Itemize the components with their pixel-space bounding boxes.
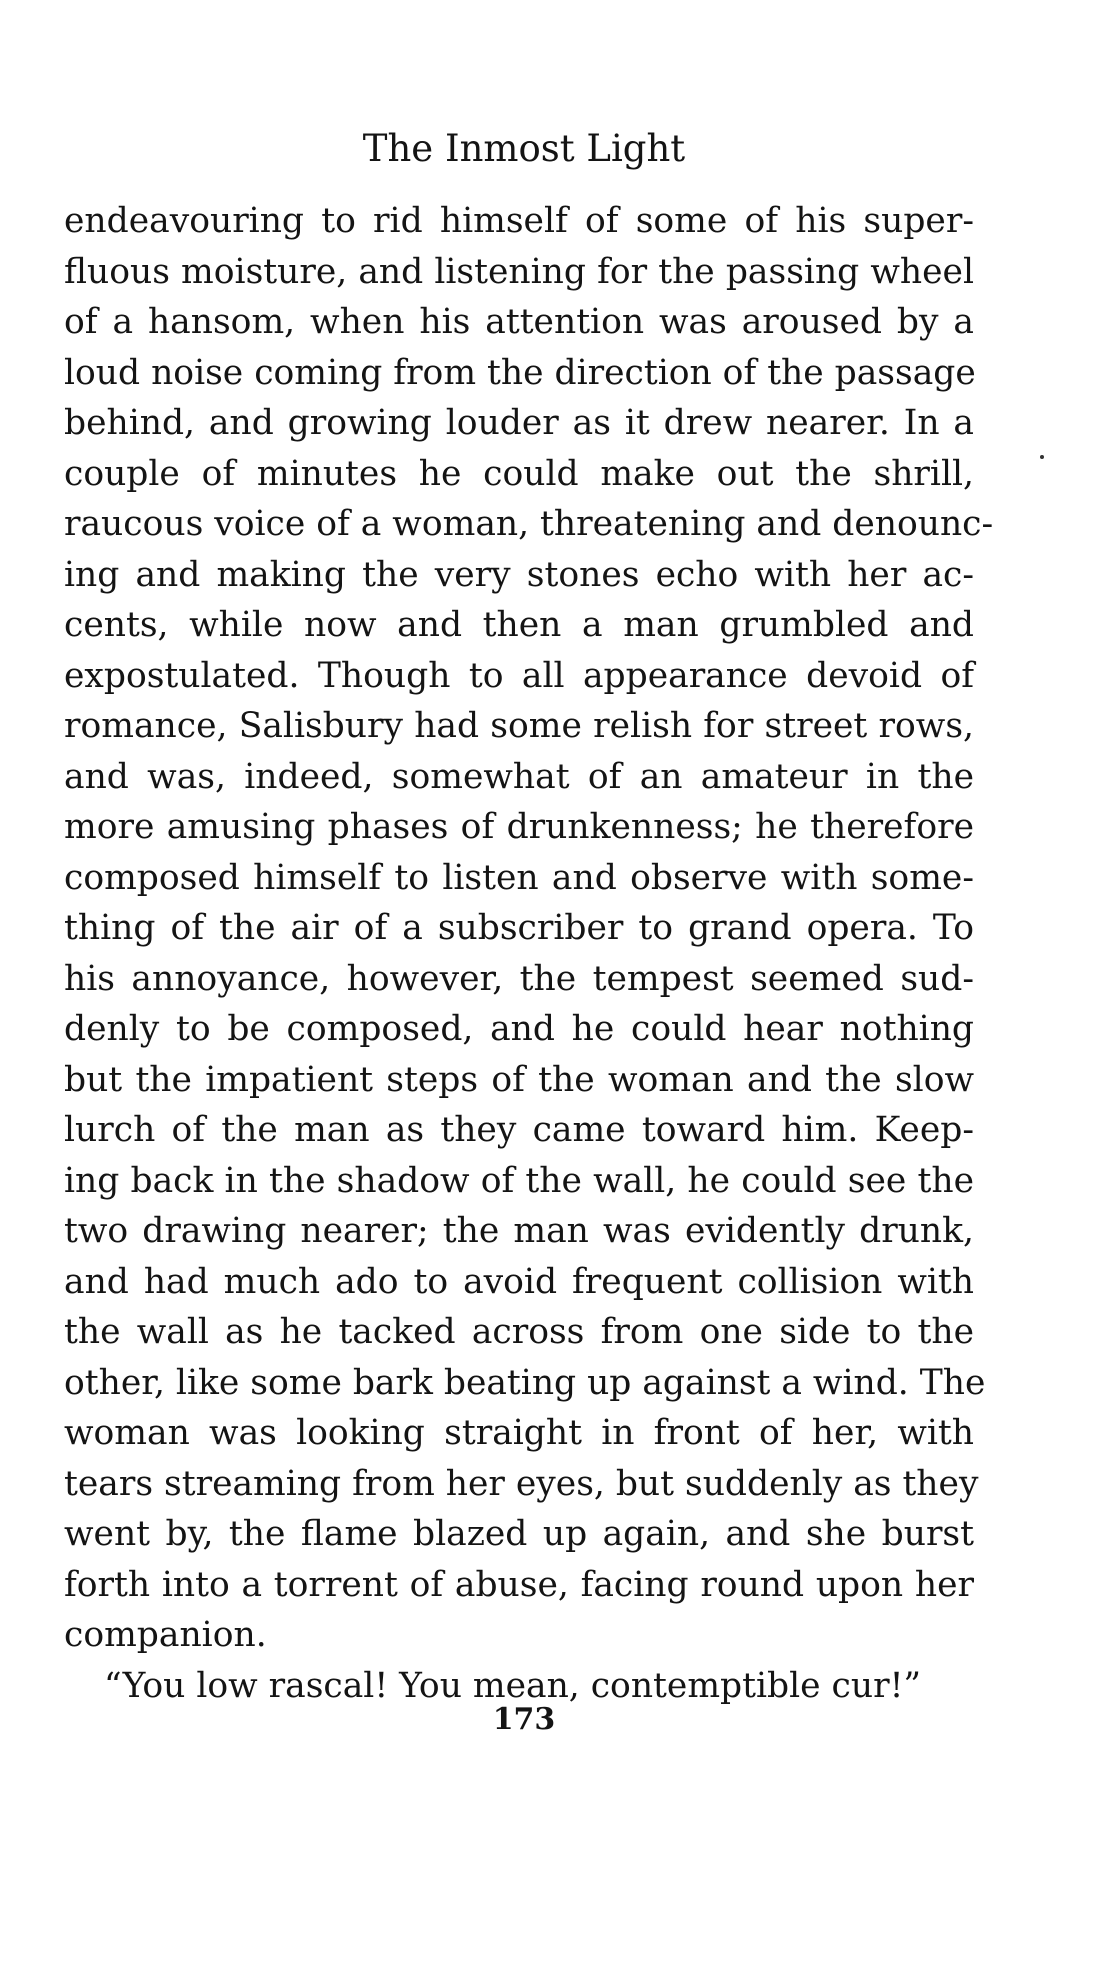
text-line: but the impatient steps of the woman and the slow [64,1059,974,1100]
text-line: of a hansom, when his attention was aroused by a [64,302,974,342]
text-line: ing back in the shadow of the wall, he could see the [64,1160,974,1201]
text-line: cents, while now and then a man grumbled and [64,605,974,645]
text-line: endeavouring to rid himself of some of his super- [64,201,974,241]
text-line: thing of the air of a subscriber to grand opera. To [64,908,974,948]
text-line: the wall as he tacked across from one side to the [64,1312,974,1352]
text-line: loud noise coming from the direction of the passage [64,352,976,393]
text-line: forth into a torrent of abuse, facing round upon her [64,1564,974,1605]
text-line: couple of minutes he could make out the shrill, [64,453,974,494]
page-number: 173 [492,1702,556,1737]
text-line: romance, Salisbury had some relish for street rows, [64,706,974,746]
text-line: behind, and growing louder as it drew nearer. In a [64,403,974,443]
text-line: fluous moisture, and listening for the passing wheel [64,251,974,292]
text-line: denly to be composed, and he could hear nothing [64,1009,974,1049]
text-line: other, like some bark beating up against a wind. The [64,1362,986,1403]
print-speck [1040,455,1044,459]
running-title: The Inmost Light [362,127,686,170]
text-line: and was, indeed, somewhat of an amateur in the [64,756,974,797]
text-line: raucous voice of a woman, threatening and denounc- [64,504,994,544]
text-line: tears streaming from her eyes, but suddenly as they [64,1463,979,1504]
body-text [64,196,994,1711]
text-line: his annoyance, however, the tempest seemed sud- [64,958,974,999]
text-line: went by, the flame blazed up again, and she burst [64,1514,974,1554]
dialogue-line: “You low rascal! You mean, contemptible cur!” [104,1665,922,1706]
text-line: ing and making the very stones echo with her ac- [64,554,974,595]
text-line: expostulated. Though to all appearance devoid of [64,655,974,696]
text-line: and had much ado to avoid frequent collision with [64,1261,974,1302]
text-line: companion. [64,1615,267,1655]
text-line: two drawing nearer; the man was evidently drunk, [64,1211,974,1251]
text-line: more amusing phases of drunkenness; he therefore [64,807,974,847]
text-line: composed himself to listen and observe with some- [64,857,974,898]
text-line: lurch of the man as they came toward him. Keep- [64,1110,974,1150]
text-line: woman was looking straight in front of her, with [64,1413,974,1453]
